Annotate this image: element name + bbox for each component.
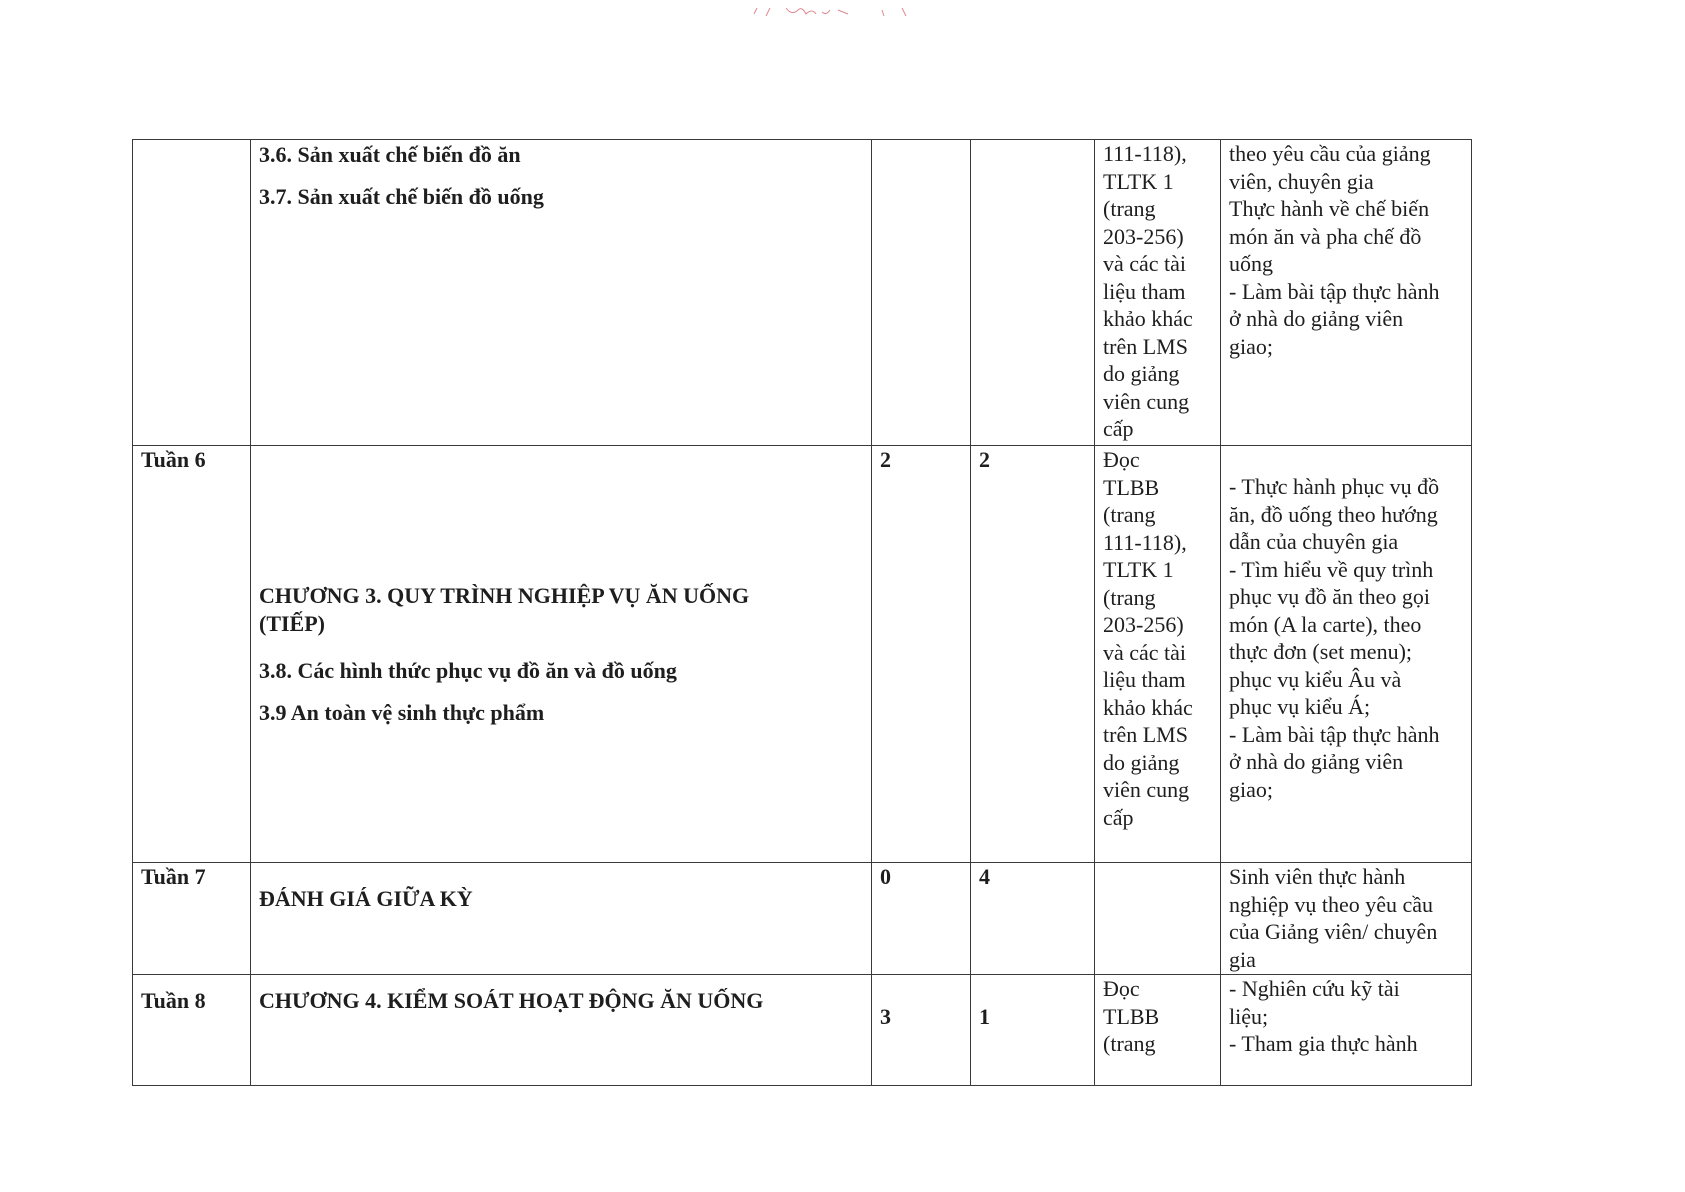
reference-line: 203-256) — [1103, 223, 1184, 249]
task-line: - Thực hành phục vụ đồ — [1229, 474, 1440, 499]
content-line: 3.6. Sản xuất chế biến đồ ăn — [259, 142, 521, 167]
reference-line: cấp — [1103, 416, 1134, 441]
task-line: dẫn của chuyên gia — [1229, 529, 1399, 554]
content-line: CHƯƠNG 4. KIỂM SOÁT HOẠT ĐỘNG ĂN UỐNG — [259, 988, 764, 1013]
table-row — [133, 446, 1472, 863]
task-line: ở nhà do giảng viên — [1229, 306, 1404, 331]
task-line: gia — [1229, 946, 1256, 972]
week-cell: Tuần 8 — [133, 975, 251, 1086]
practice-hours-cell: 4 — [971, 863, 1095, 975]
task-line: phục vụ kiểu Á; — [1229, 694, 1371, 719]
task-line: giao; — [1229, 333, 1273, 359]
reference-line: trên LMS — [1103, 722, 1188, 747]
task-line: - Nghiên cứu kỹ tài — [1229, 976, 1400, 1001]
task-line: món (A la carte), theo — [1229, 611, 1422, 637]
task-line: - Tìm hiểu về quy trình — [1229, 556, 1434, 582]
task-cell — [1221, 975, 1472, 1086]
task-line: theo yêu cầu của giảng — [1229, 141, 1431, 166]
table-row — [133, 140, 1472, 446]
reference-line: trên LMS — [1103, 333, 1188, 359]
task-line: thực đơn (set menu); — [1229, 639, 1413, 664]
reference-line: viên cung — [1103, 777, 1190, 802]
reference-line: (trang — [1103, 502, 1156, 527]
content-line: 3.7. Sản xuất chế biến đồ uống — [259, 183, 544, 209]
task-cell — [1221, 446, 1472, 863]
reference-line: do giảng — [1103, 361, 1180, 386]
content-cell — [251, 446, 872, 863]
task-line: nghiệp vụ theo yêu cầu — [1229, 891, 1434, 917]
table-row — [133, 863, 1472, 975]
week-cell — [133, 140, 251, 446]
task-line: - Làm bài tập thực hành — [1229, 278, 1440, 304]
task-line: giao; — [1229, 776, 1273, 802]
reference-cell — [1095, 863, 1221, 975]
task-line: viên, chuyên gia — [1229, 168, 1374, 194]
reference-line: liệu tham — [1103, 278, 1186, 304]
practice-hours-cell: 1 — [971, 975, 1095, 1086]
red-stamp-mark — [752, 4, 952, 20]
content-line: (TIẾP) — [259, 610, 325, 636]
reference-line: và các tài — [1103, 639, 1187, 665]
week-cell: Tuần 6 — [133, 446, 251, 863]
task-line: ăn, đồ uống theo hướng — [1229, 501, 1438, 527]
task-line: phục vụ kiểu Âu và — [1229, 666, 1402, 692]
reference-cell — [1095, 975, 1221, 1086]
theory-hours-cell: 0 — [872, 863, 971, 975]
reference-line: TLBB — [1103, 474, 1160, 500]
theory-hours-cell: 2 — [872, 446, 971, 863]
practice-hours-cell — [971, 140, 1095, 446]
reference-line: TLTK 1 — [1103, 168, 1174, 194]
task-cell — [1221, 863, 1472, 975]
theory-hours-cell — [872, 140, 971, 446]
content-line: CHƯƠNG 3. QUY TRÌNH NGHIỆP VỤ ĂN UỐNG — [259, 583, 750, 608]
reference-line: cấp — [1103, 804, 1134, 830]
reference-line: 111-118), — [1103, 529, 1187, 555]
reference-line: khảo khác — [1103, 694, 1193, 720]
reference-line: và các tài — [1103, 251, 1187, 276]
content-line: ĐÁNH GIÁ GIỮA KỲ — [259, 886, 473, 911]
content-line: 3.9 An toàn vệ sinh thực phẩm — [259, 699, 545, 725]
table-row — [133, 975, 1472, 1086]
content-cell — [251, 863, 872, 975]
task-line: - Làm bài tập thực hành — [1229, 721, 1440, 747]
reference-cell — [1095, 446, 1221, 863]
practice-hours-cell: 2 — [971, 446, 1095, 863]
reference-line: (trang — [1103, 584, 1156, 610]
reference-line: 111-118), — [1103, 141, 1187, 166]
task-line: Sinh viên thực hành — [1229, 864, 1406, 889]
reference-line: do giảng — [1103, 749, 1180, 775]
reference-line: 203-256) — [1103, 612, 1184, 637]
reference-line: TLTK 1 — [1103, 557, 1174, 582]
reference-line: TLBB — [1103, 1003, 1160, 1029]
reference-line: Đọc — [1103, 976, 1140, 1001]
task-cell — [1221, 140, 1472, 446]
reference-line: (trang — [1103, 1031, 1156, 1056]
task-line: liệu; — [1229, 1003, 1269, 1029]
syllabus-table — [132, 139, 1472, 1086]
content-cell — [251, 140, 872, 446]
task-line: Thực hành về chế biến — [1229, 196, 1430, 221]
task-line: phục vụ đồ ăn theo gọi — [1229, 584, 1431, 609]
content-line: 3.8. Các hình thức phục vụ đồ ăn và đồ uống — [259, 658, 677, 683]
reference-cell — [1095, 140, 1221, 446]
content-cell — [251, 975, 872, 1086]
week-cell: Tuần 7 — [133, 863, 251, 975]
task-line: món ăn và pha chế đồ — [1229, 223, 1422, 249]
reference-line: liệu tham — [1103, 667, 1186, 692]
task-line: - Tham gia thực hành — [1229, 1031, 1418, 1056]
reference-line: (trang — [1103, 196, 1156, 221]
task-line: của Giảng viên/ chuyên — [1229, 919, 1438, 944]
reference-line: viên cung — [1103, 388, 1190, 414]
task-line: ở nhà do giảng viên — [1229, 749, 1404, 774]
theory-hours-cell: 3 — [872, 975, 971, 1086]
reference-line: khảo khác — [1103, 306, 1193, 331]
task-line: uống — [1229, 251, 1273, 276]
reference-line: Đọc — [1103, 447, 1140, 472]
